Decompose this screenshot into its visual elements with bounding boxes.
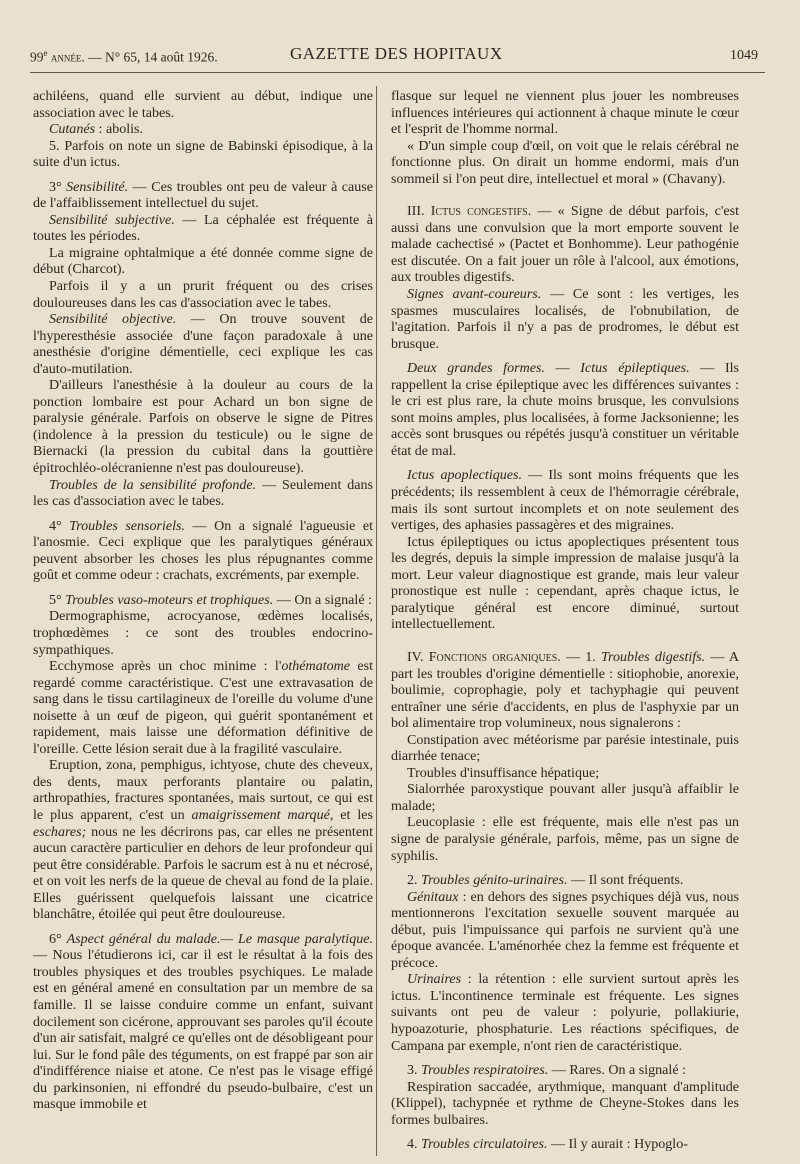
text-run: Sialorrhée paroxystique pouvant aller jusqu'à affaiblir le malade; <box>391 781 739 814</box>
journal-title: GAZETTE DES HOPITAUX <box>290 44 503 63</box>
text-run: Génitaux <box>407 888 459 905</box>
text-run: nous ne les décrirons pas, car elles ne présentent aucun caractère particulier en dehors de leur profondeur qui peut être considérable. Parfois le sacrum est à nu et nécrosé, et on voit les nerfs de la queue de cheval au fond de la plaie. Elles guérissent quelquefois laissant une cicatrice blanchâtre, étoilée qui peut être douloureuse. <box>33 823 373 923</box>
paragraph <box>391 765 739 782</box>
text-run: : en dehors des signes psychiques déjà vus, nous mentionnerons l'excitation sexuelle souvent marquée au début, puis l'impuissance qui parfois ne survient qu'à une époque avancée. L'aménorhée chez la femme est fréquente et précoce. <box>391 888 739 971</box>
paragraph <box>33 278 373 311</box>
text-run: — La céphalée est fréquente à toutes les périodes. <box>33 211 373 245</box>
text-run: — Ce sont : les vertiges, les spasmes musculaires localisés, de l'obnubilation, de l'agitation. Parfois il n'y a pas de prodromes, le début est brusque. <box>391 286 739 352</box>
text-run: — Il y aurait : Hypoglo- <box>547 1136 688 1153</box>
text-run: Aspect général du malade.— Le masque paralytique. <box>66 930 374 947</box>
text-run: et les <box>333 806 373 823</box>
text-run: 6° <box>49 930 67 947</box>
annee-label: année. <box>47 49 85 65</box>
paragraph <box>33 88 373 121</box>
text-run: Sensibilité subjective. <box>49 211 175 228</box>
paragraph <box>391 971 739 1054</box>
right-column <box>391 88 739 1153</box>
text-run: III. <box>407 203 431 220</box>
paragraph <box>391 732 739 765</box>
text-run: — Rares. On a signalé : <box>548 1062 686 1079</box>
text-run: Cutanés <box>49 121 96 138</box>
text-run: — <box>544 360 581 377</box>
text-run: — On a signalé l'agueusie et l'anosmie. Ceci explique que les paralytiques généraux peuvent absorber les choses les plus répugnantes comme goût et comme odeur : crachats, excréments, par exemple. <box>33 517 374 584</box>
text-run: Signes avant-coureurs. <box>407 286 542 303</box>
running-header <box>30 42 760 70</box>
paragraph <box>391 467 739 533</box>
text-run: : abolis. <box>95 121 144 138</box>
paragraph <box>33 138 373 171</box>
left-column <box>33 88 373 1113</box>
text-run: est regardé comme caractéristique. C'est une extravasation de sang dans le tissu cartilagineux de l'oreille du volume d'une noisette à un œuf de pigeon, qui guérit spontanément et rapidement, mais laisse une déformation définitive de l'oreille. Cette lésion serait due à la fragilité vasculaire. <box>33 658 373 757</box>
paragraph <box>391 1079 739 1129</box>
paragraph <box>391 872 739 889</box>
text-run: eschares; <box>33 823 87 840</box>
text-run: 3° <box>49 178 67 195</box>
text-run: flasque sur lequel ne viennent plus jouer les nombreuses influences intérieures qui actionnent à chaque minute le cœur et l'esprit de l'homme normal. <box>391 88 739 138</box>
paragraph <box>33 121 373 138</box>
text-run: othématome <box>281 658 351 675</box>
text-run: — Ils sont moins fréquents que les précédents; ils ressemblent à ceux de l'hémorragie cérébrale, mais ils sont surtout incomplets et on note seulement des vertiges, des aphasies passagères et des migraines. <box>391 467 739 534</box>
text-run: Ecchymose après un choc minime : l' <box>49 658 282 675</box>
text-run: IV. <box>407 648 429 665</box>
text-run: Respiration saccadée, arythmique, manquant d'amplitude (Klippel), tachypnée et rythme de Cheyne-Stokes dans les formes bulbaires. <box>391 1078 739 1128</box>
text-run: — « Signe de début parfois, c'est aussi dans une convulsion que la mort emporte souvent le malade cachectisé » (Pactet et Bonhomme). Leur pathogénie est discutée. On a fait jouer un rôle à l'alcool, aux émotions, aux troubles digestifs. <box>391 203 739 286</box>
paragraph <box>33 179 373 212</box>
paragraph <box>391 138 739 188</box>
text-run: Eruption, zona, pemphigus, ichtyose, chute des cheveux, des dents, maux perforants plantaire ou palatin, arthropathies, fractures spontanées, mais surtout, ce qui est le plus apparent, c'est un <box>33 757 373 823</box>
paragraph <box>391 534 739 633</box>
text-run: — Ces troubles ont peu de valeur à cause de l'affaiblissement intellectuel du sujet. <box>33 178 373 212</box>
page-number: 1049 <box>730 48 758 63</box>
text-run: Parfois il y a un prurit fréquent ou des crises douloureuses dans les cas d'association avec le tabes. <box>33 278 373 311</box>
text-run: 4° <box>49 517 70 534</box>
text-run: Ictus congestifs. <box>430 203 532 220</box>
text-run: : la rétention : elle survient surtout après les ictus. L'incontinence terminale est fréquente. Les signes suivants ont peu de valeur : polyurie, pollakiurie, hypoazoturie, phosphaturie. Les réactions spécifiques, de Campana par exemple, n'ont rien de caractéristique. <box>391 971 739 1054</box>
paragraph <box>391 1062 739 1079</box>
text-run: Dermographisme, acrocyanose, œdèmes localisés, trophœdèmes : ce sont des troubles endocrino-sympathiques. <box>33 608 373 658</box>
issue-date: — N° 65, 14 août 1926. <box>84 49 218 65</box>
text-run: Sensibilité objective. <box>49 311 177 328</box>
paragraph <box>33 518 373 584</box>
text-run: 3. <box>407 1062 422 1079</box>
text-run: Troubles d'insuffisance hépatique; <box>407 764 600 781</box>
text-run: Ictus épileptiques. <box>580 360 690 377</box>
paragraph <box>391 1136 739 1153</box>
text-run: Troubles digestifs. <box>600 648 706 665</box>
paragraph <box>33 377 373 476</box>
text-run: Leucoplasie : elle est fréquente, mais elle n'est pas un signe de paralysie générale, parfois, même, pas un signe de syphilis. <box>391 814 739 864</box>
text-run: D'ailleurs l'anesthésie à la douleur au cours de la ponction lombaire est pour Achard un bon signe de paralysie générale. Parfois on observe le signe de Pitres (indolence à la pression du testicule) ou le signe de Biernacki (la pression du cubital dans la gouttière épitrochléo-olécranienne n'est pas douloureuse). <box>33 377 373 477</box>
paragraph <box>391 814 739 864</box>
paragraph <box>33 757 373 922</box>
paragraph <box>33 931 373 1113</box>
header-rule <box>30 72 765 73</box>
paragraph <box>33 477 373 510</box>
text-run: — On a signalé : <box>273 591 372 608</box>
text-run: 5° <box>49 591 66 608</box>
paragraph <box>391 286 739 352</box>
volume-number: 99 <box>30 49 44 65</box>
text-run: Ictus épileptiques ou ictus apoplectiques présentent tous les degrés, depuis la simple impression de malaise jusqu'à la mort. Leur valeur diagnostique est grande, mais leur valeur pronostique est nulle : cependant, après chaque ictus, le paralytique général est encore diminué, surtout intellectuellement. <box>391 533 739 633</box>
text-run: Fonctions organiques. <box>428 648 561 665</box>
text-run: — 1. <box>560 648 601 665</box>
text-run: Troubles respiratoires. <box>421 1062 549 1079</box>
paragraph <box>33 311 373 377</box>
text-run: — Nous l'étudierons ici, car il est le résultat à la fois des troubles physiques et des troubles psychiques. Le malade est en général amené en consultation par un membre de sa famille. Il se laisse conduire comme un enfant, suivant docilement son cicérone, approuvant ses paroles qu'il écoute d'un air satisfait, malgré ce qu'elles ont de désobligeant pour lui. Sur le fond pâle des téguments, on est frappé par son air d'indifférence niaise et atone. Ce n'est pas le visage effigé du parkinsonien, ni effondré du pseudo-bulbaire, c'est un masque immobile et <box>33 947 373 1113</box>
text-run: 5. Parfois on note un signe de Babinski épisodique, à la suite d'un ictus. <box>33 137 373 171</box>
paragraph <box>33 658 373 757</box>
text-run: Troubles de la sensibilité profonde. <box>49 476 257 493</box>
paragraph <box>391 889 739 972</box>
text-run: La migraine ophtalmique a été donnée comme signe de début (Charcot). <box>33 244 373 278</box>
text-run: Troubles circulatoires. <box>421 1136 548 1153</box>
text-run: — Seulement dans les cas d'association avec le tabes. <box>33 476 374 510</box>
text-run: achiléens, quand elle survient au début, indique une association avec le tabes. <box>33 88 373 121</box>
issue-info <box>30 48 218 66</box>
paragraph <box>391 360 739 459</box>
text-run: « D'un simple coup d'œil, on voit que le relais cérébral ne fonctionne plus. On dirait un homme endormi, mais d'un sommeil si l'on peut dire, intellectuel et moral » (Chavany). <box>391 137 739 187</box>
text-run: 2. <box>407 872 422 889</box>
paragraph <box>33 608 373 658</box>
text-run: Troubles vaso-moteurs et trophiques. <box>65 591 274 608</box>
paragraph <box>33 245 373 278</box>
paragraph <box>391 781 739 814</box>
column-divider <box>376 86 377 1156</box>
text-run: Deux grandes formes. <box>407 360 545 377</box>
text-run: — A part les troubles d'origine démentielle : sitiophobie, anorexie, boulimie, coprophagie, poly et tachyphagie qui peuvent entraîner une série d'accidents, en plus de l'asphyxie par un bol alimentaire trop volumineux, nous signalerons : <box>391 648 739 732</box>
paragraph <box>33 592 373 609</box>
volume-sup: e <box>43 48 48 58</box>
text-run: — On trouve souvent de l'hyperesthésie associée d'une façon paradoxale à une anesthésie d'origine démentielle, ceci explique les cas d'auto-mutilation. <box>33 311 373 377</box>
text-run: Ictus apoplectiques. <box>407 467 522 484</box>
text-run: Constipation avec météorisme par parésie intestinale, puis diarrhée tenace; <box>391 731 739 765</box>
text-run: — Ils rappellent la crise épileptique avec les différences suivantes : le cri est plus rare, la chute moins brusque, les convulsions sont moins amples, plus localisées, à forme Jacksonienne; les accès sont brusques ou répétés jusqu'à constituer un véritable état de mal. <box>391 360 740 459</box>
text-run: Sensibilité. <box>66 178 129 195</box>
text-run: Urinaires <box>407 971 462 988</box>
paragraph <box>33 212 373 245</box>
text-run: amaigrissement marqué, <box>191 806 334 823</box>
paragraph <box>391 203 739 286</box>
text-run: — Il sont fréquents. <box>567 872 684 889</box>
paragraph <box>391 649 739 732</box>
text-run: 4. <box>407 1136 422 1153</box>
paragraph <box>391 88 739 138</box>
text-run: Troubles génito-urinaires. <box>421 872 568 889</box>
text-run: Troubles sensoriels. <box>69 517 186 534</box>
